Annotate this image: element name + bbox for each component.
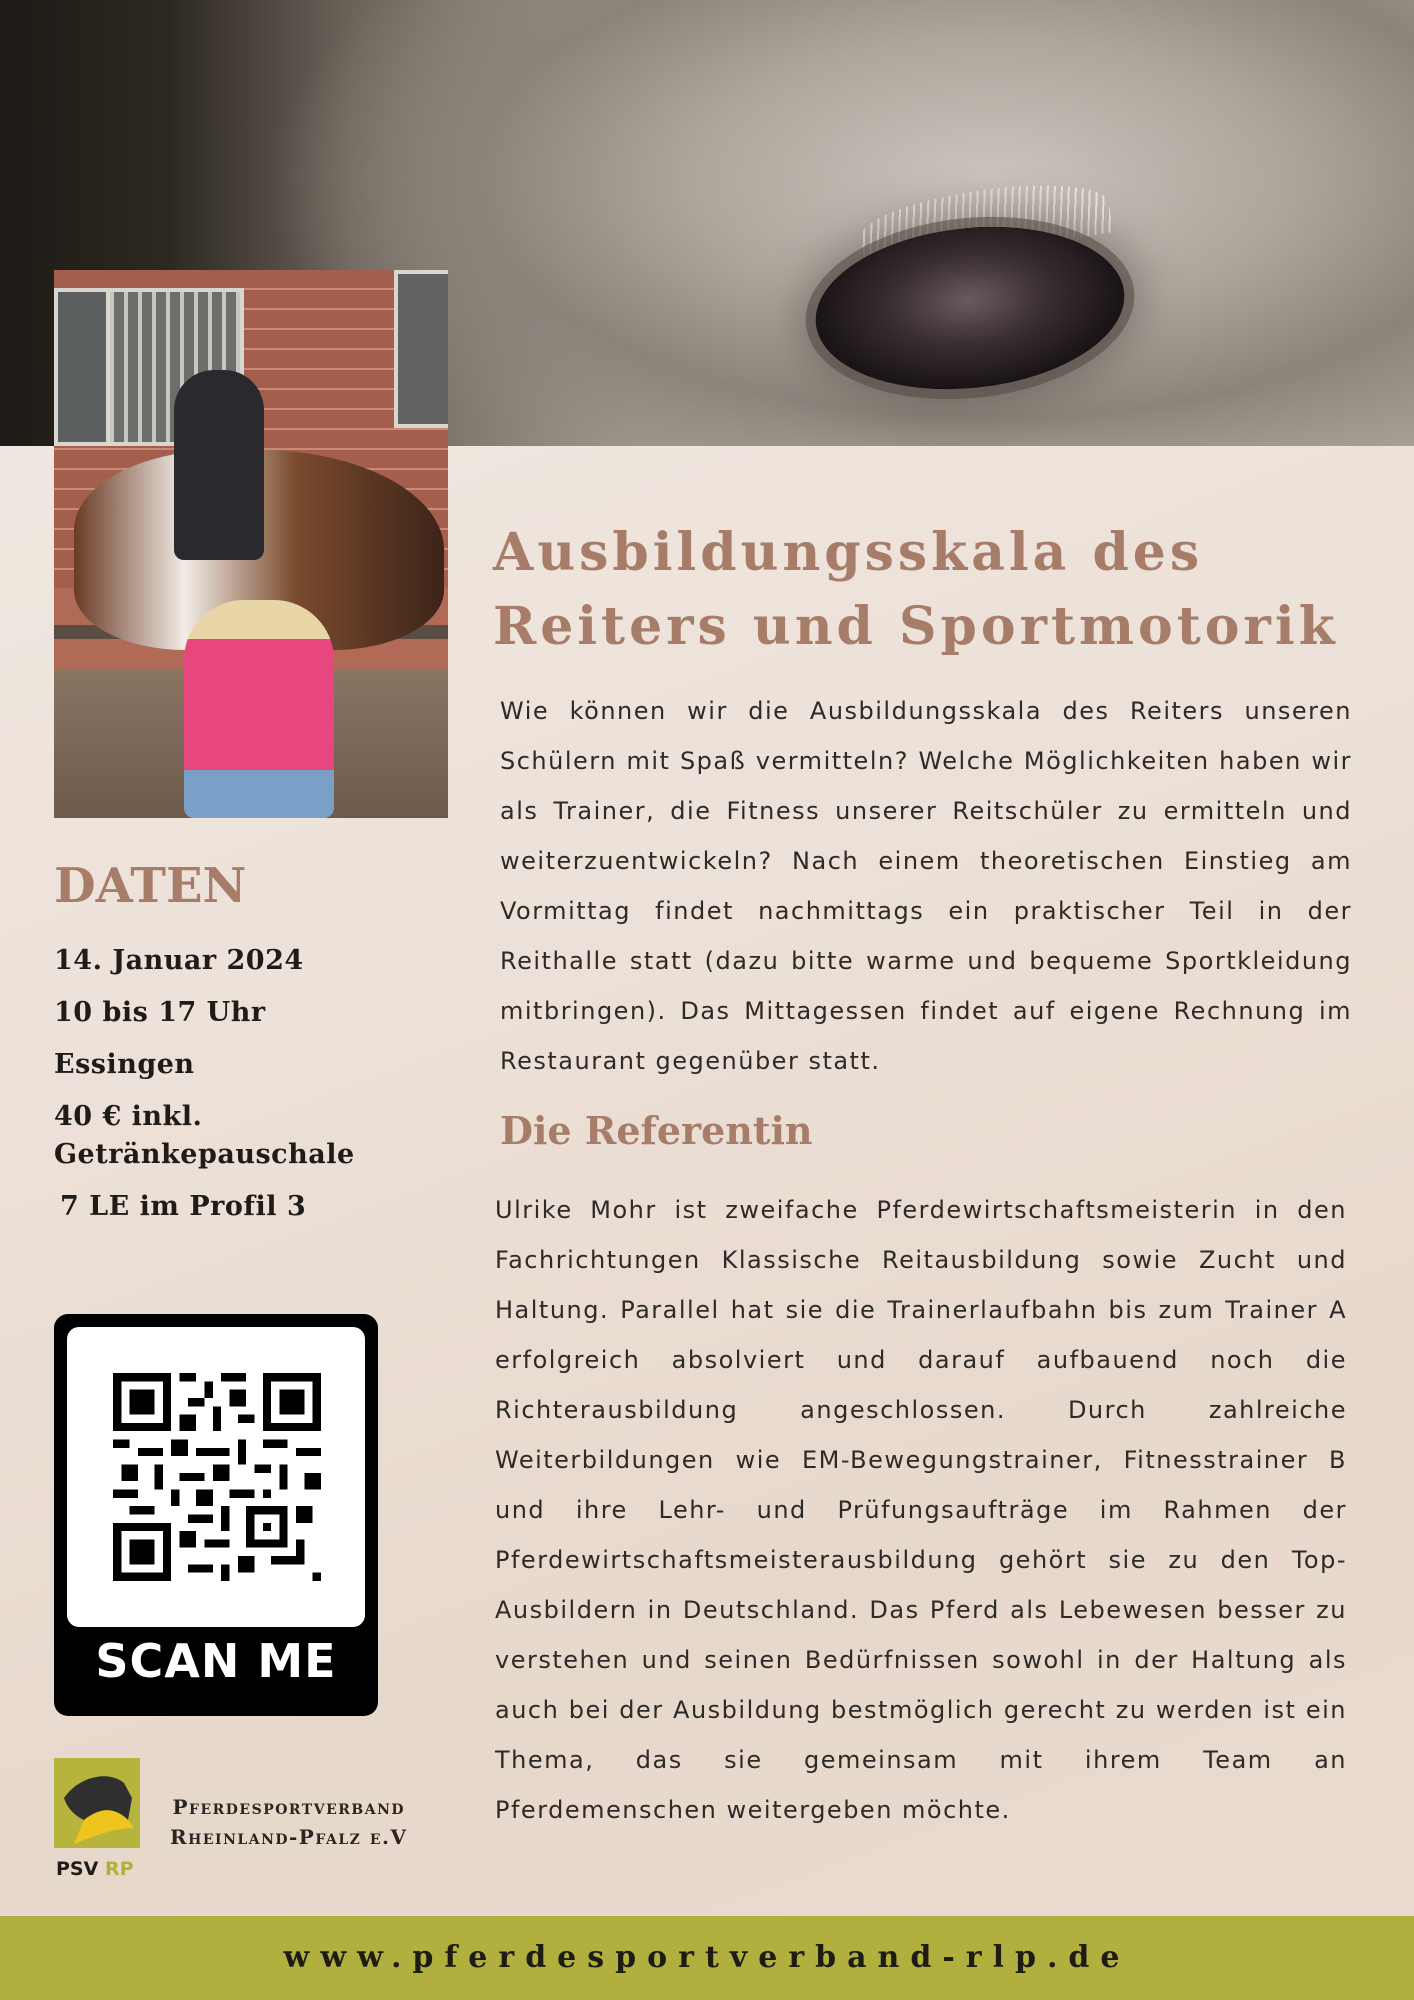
horse-eye — [807, 212, 1132, 404]
footer-bar — [0, 1916, 1414, 2000]
daten-list — [54, 942, 444, 1240]
logo-rp-text: RP — [104, 1858, 134, 1880]
qr-code-area — [67, 1327, 365, 1627]
organization-name — [170, 1792, 408, 1852]
page-title: Ausbildungsskala des Reiters und Sportmotorik — [493, 522, 1339, 657]
daten-heading: DATEN — [54, 858, 247, 914]
referentin-paragraph: Ulrike Mohr ist zweifache Pferdewirtschaftsmeisterin in den Fachrichtungen Klassische Reitausbildung sowie Zucht und Haltung. Parallel hat sie die Trainerlaufbahn bis zum Trainer A erfolgreich absolviert und darauf aufbauend noch die Richterausbildung angeschlossen. Durch zahlreiche Weiterbildungen wie EM-Bewegungstrainer, Fitnesstrainer B und ihre Lehr- und Prüfungsaufträge im Rahmen der Pferdewirtschaftsmeisterausbildung gehört sie zu den Top-Ausbildern in Deutschland. Das Pferd als Lebewesen besser zu verstehen und seinen Bedürfnissen sowohl in der Haltung als auch bei der Ausbildung bestmöglich gerecht zu werden ist ein Thema, das sie gemeinsam mit ihrem Team an Pferdemenschen weitergeben möchte. — [495, 1196, 1347, 1824]
org-name-line2: Rheinland-Pfalz e.V — [170, 1825, 408, 1849]
referentin-heading: Die Referentin — [500, 1108, 813, 1153]
website-link[interactable]: www.pferdesportverband-rlp.de — [283, 1940, 1131, 1975]
scan-me-label: SCAN ME — [95, 1634, 337, 1688]
psv-logo-icon — [54, 1758, 140, 1848]
qr-code-card[interactable] — [54, 1314, 378, 1716]
org-name-line1: Pferdesportverband — [172, 1795, 406, 1819]
logo-psv-text: PSV — [56, 1858, 99, 1880]
riding-lesson-photo — [54, 270, 448, 818]
psv-rp-label — [56, 1858, 134, 1880]
event-price: 40 € inkl. Getränkepauschale — [54, 1101, 355, 1170]
event-credits: 7 LE im Profil 3 — [60, 1191, 307, 1222]
stable-window — [394, 270, 448, 428]
trainer-person — [184, 600, 334, 818]
event-time: 10 bis 17 Uhr — [54, 997, 266, 1028]
event-location: Essingen — [54, 1049, 195, 1080]
intro-paragraph: Wie können wir die Ausbildungsskala des Reiters unseren Schülern mit Spaß vermitteln? Welche Möglichkeiten haben wir als Trainer, die Fitness unserer Reitschüler zu ermitteln und weiterzuentwickeln? Nach einem theoretischen Einstieg am Vormittag findet nachmittags ein praktischer Teil in der Reithalle statt (dazu bitte warme und bequeme Sportkleidung mitbringen). Das Mittagessen findet auf eigene Rechnung im Restaurant gegenüber statt. — [500, 697, 1352, 1075]
event-date: 14. Januar 2024 — [54, 945, 304, 976]
qr-code-icon — [113, 1373, 321, 1581]
rider — [174, 370, 264, 560]
